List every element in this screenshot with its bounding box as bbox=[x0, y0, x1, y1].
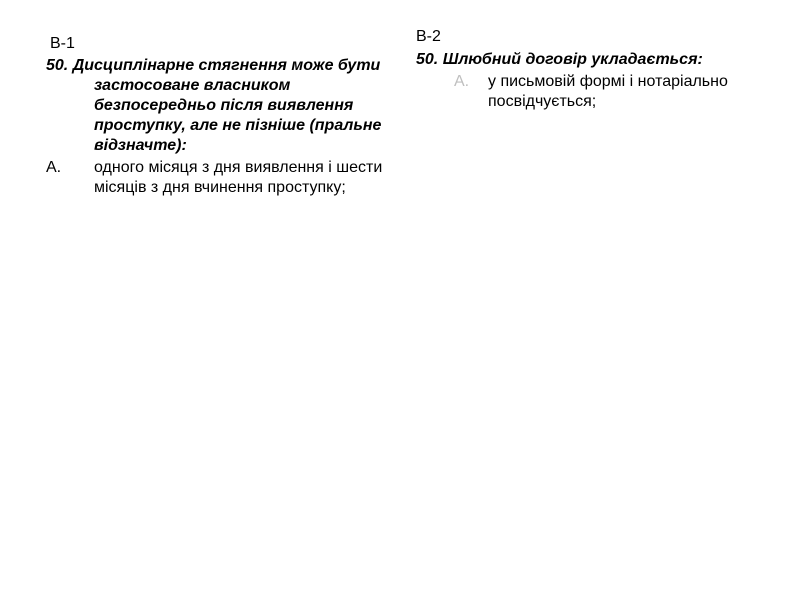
variant-label: В-1 bbox=[50, 35, 75, 52]
answer-letter: А. bbox=[46, 159, 62, 176]
answer-text: у письмовій формі і нотаріально посвідчується; bbox=[488, 73, 728, 110]
answer-text: одного місяця з дня виявлення і шести місяців з дня вчинення проступку; bbox=[94, 159, 383, 196]
answer-letter: А. bbox=[454, 73, 470, 90]
answer-item bbox=[46, 158, 386, 198]
answer-item bbox=[454, 72, 774, 112]
question-text: 50. Шлюбний договір укладається: bbox=[416, 51, 703, 68]
question-text: 50. Дисциплінарне стягнення може бути застосоване власником безпосередньо після виявлення проступку, але не пізніше (пральне відзначте): bbox=[46, 57, 382, 154]
variant-label: В-2 bbox=[416, 28, 441, 45]
